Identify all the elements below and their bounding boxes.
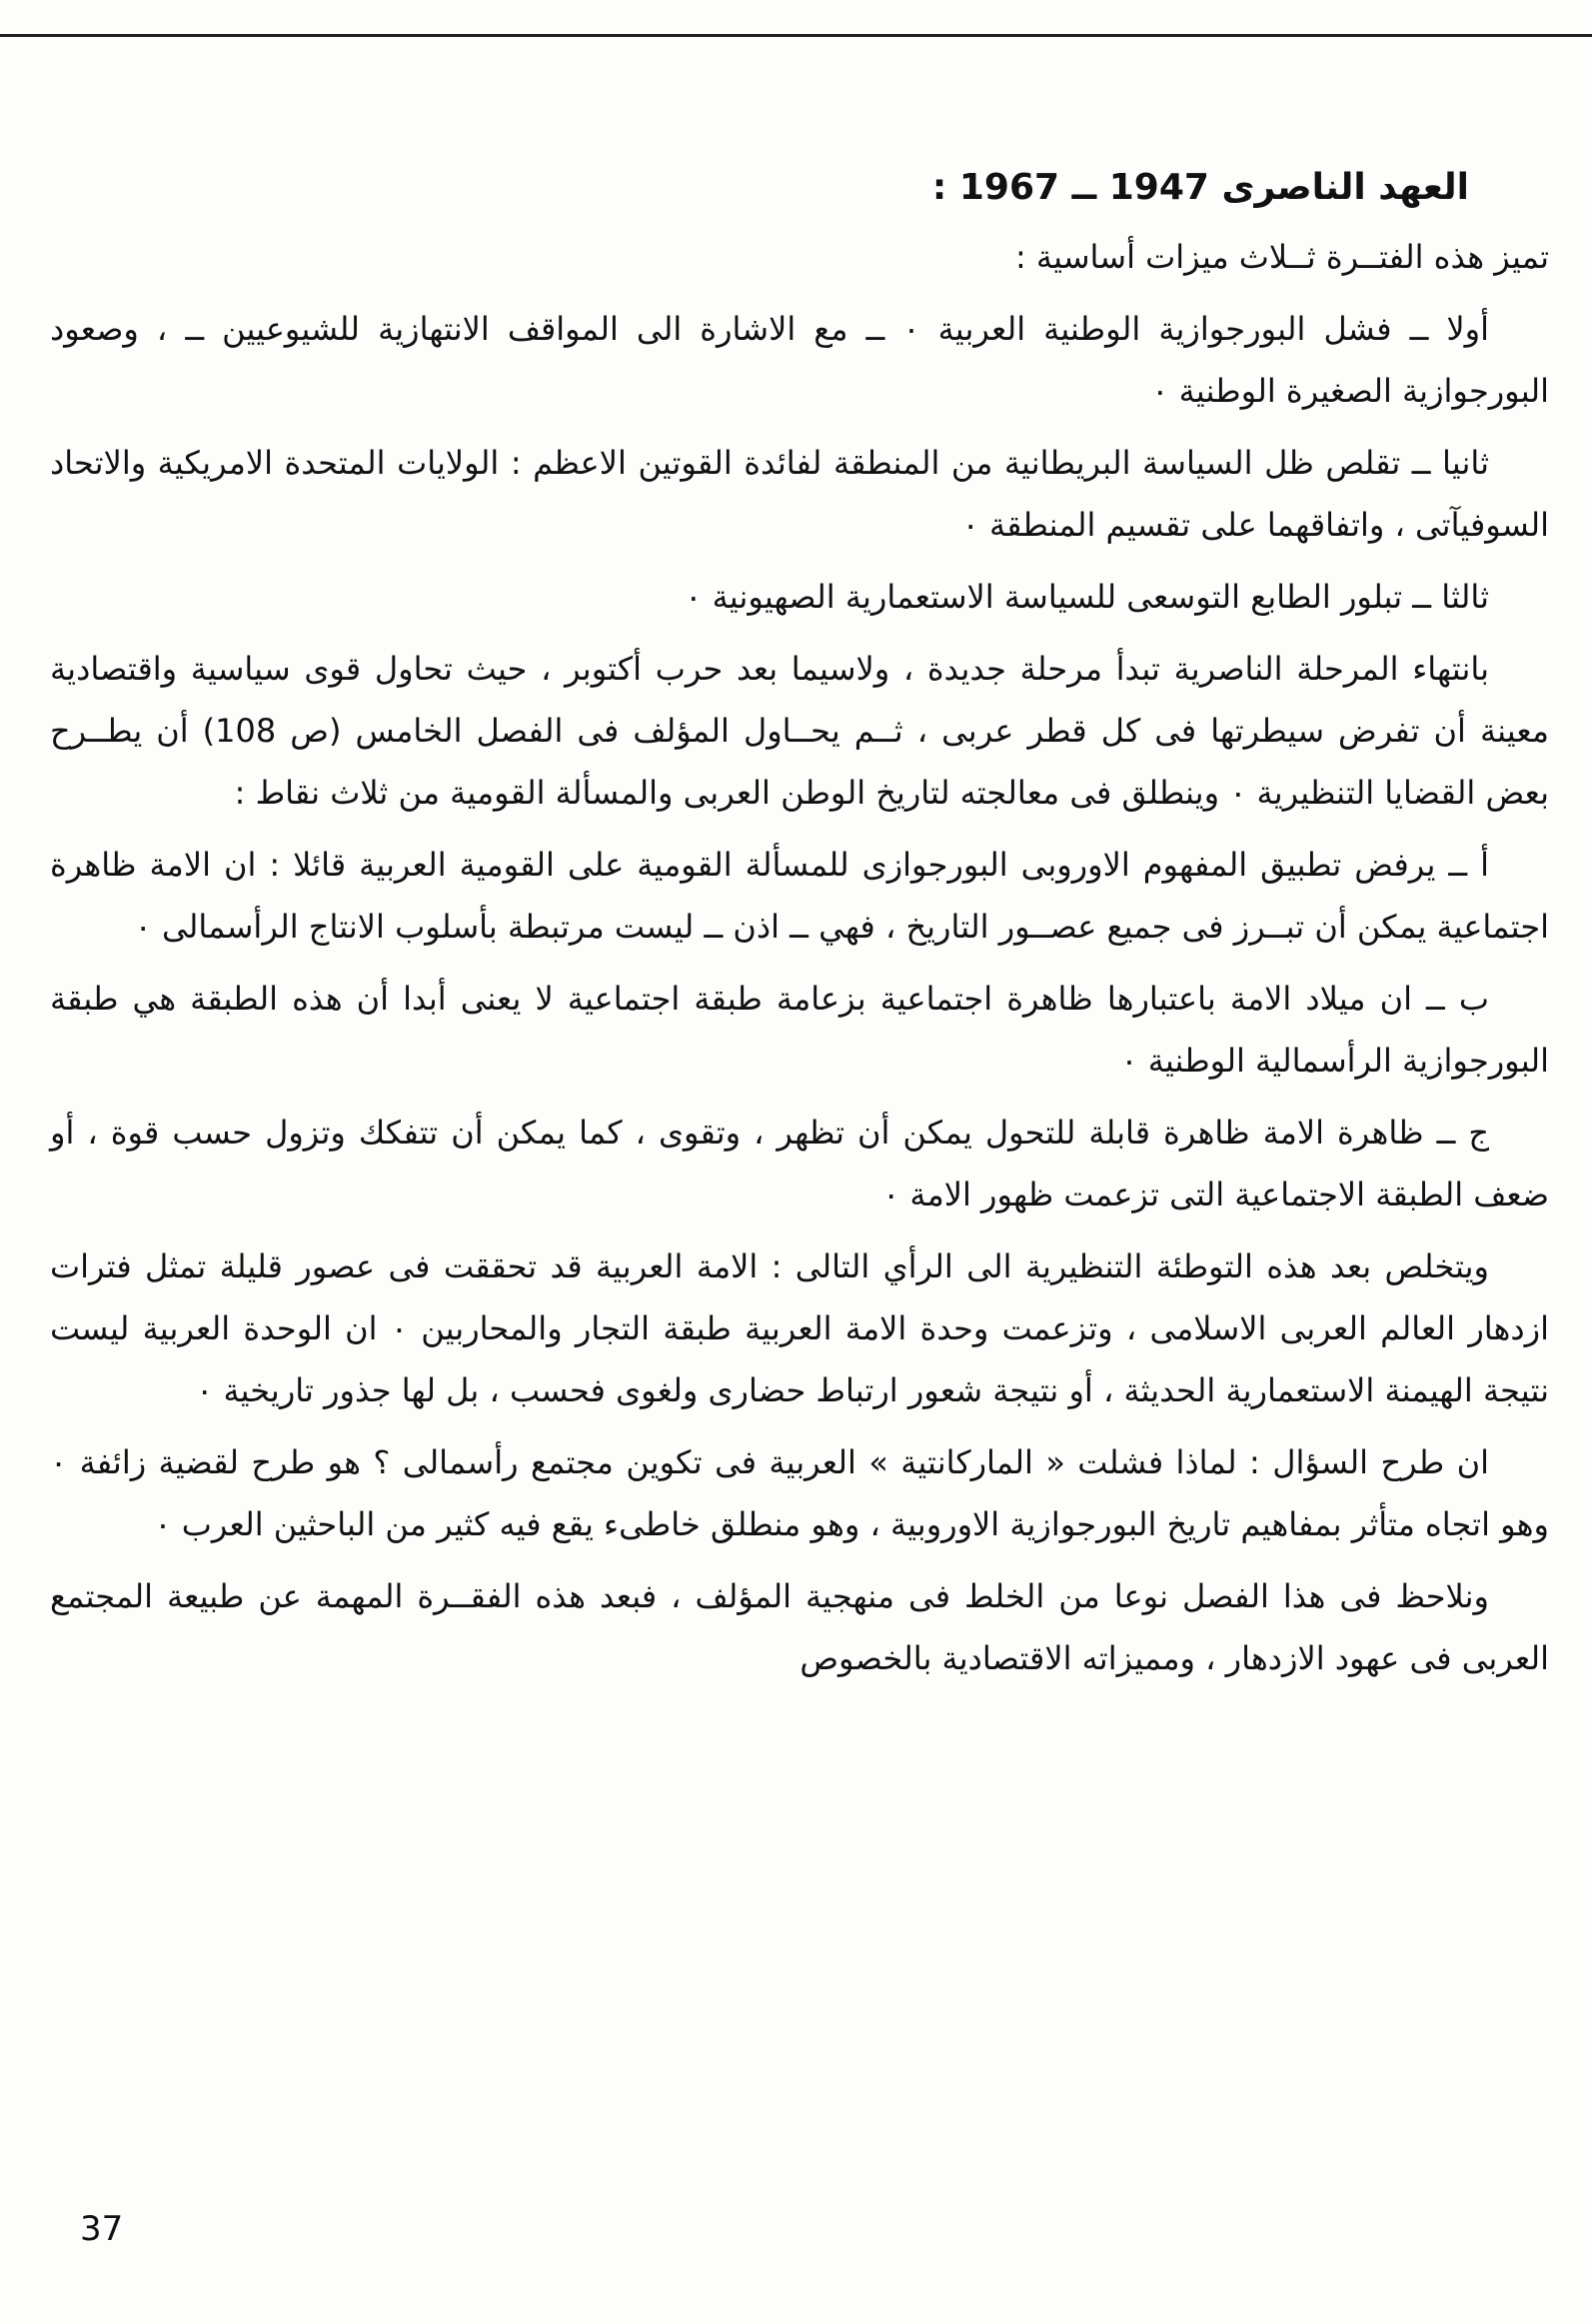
section-heading: العهد الناصرى 1947 ــ 1967 : (931, 167, 1469, 208)
point-c-paragraph: ج ــ ظاهرة الامة ظاهرة قابلة للتحول يمكن أن تظهر ، وتقوى ، كما يمكن أن تتفكك وتزول حسب قوة ، أو ضعف الطبقة الاجتماعية التى تزعمت ظهور الامة ٠ (50, 1114, 1549, 1213)
body-paragraph: ان طرح السؤال : لماذا فشلت « الماركانتية » العربية فى تكوين مجتمع رأسمالى ؟ هو طرح لقضية زائفة ٠ وهو اتجاه متأثر بمفاهيم تاريخ البورجوازية الاوروبية ، وهو منطلق خاطىء يقع فيه كثير من الباحثين العرب ٠ (50, 1443, 1549, 1543)
point-second-paragraph: ثانيا ــ تقلص ظل السياسة البريطانية من المنطقة لفائدة القوتين الاعظم : الولايات المتحدة الامريكية والاتحاد السوفيآتى ، واتفاقهما على تقسيم المنطقة ٠ (50, 444, 1549, 544)
point-first-paragraph: أولا ــ فشل البورجوازية الوطنية العربية ٠ ــ مع الاشارة الى المواقف الانتهازية للشيوعيين ــ ، وصعود البورجوازية الصغيرة الوطنية ٠ (50, 310, 1549, 410)
intro-paragraph: تميز هذه الفتــرة ثــلاث ميزات أساسية : (1014, 238, 1549, 276)
point-a-paragraph: أ ــ يرفض تطبيق المفهوم الاوروبى البورجوازى للمسألة القومية على القومية العربية قائلا : ان الامة ظاهرة اجتماعية يمكن أن تبــرز فى جميع عصــور التاريخ ، فهي ــ اذن ــ ليست مرتبطة بأسلوب الانتاج الرأسمالى ٠ (50, 846, 1549, 946)
body-paragraph: بانتهاء المرحلة الناصرية تبدأ مرحلة جديدة ، ولاسيما بعد حرب أكتوبر ، حيث تحاول قوى سياسية واقتصادية معينة أن تفرض سيطرتها فى كل قطر عربى ، ثــم يحــاول المؤلف فى الفصل الخامس (ص 108) أن يطــرح بعض القضايا التنظيرية ٠ وينطلق فى معالجته لتاريخ الوطن العربى والمسألة القومية من ثلاث نقاط : (50, 650, 1550, 812)
point-third-paragraph: ثالثا ــ تبلور الطابع التوسعى للسياسة الاستعمارية الصهيونية ٠ (685, 578, 1489, 616)
point-b-paragraph: ب ــ ان ميلاد الامة باعتبارها ظاهرة اجتماعية بزعامة طبقة اجتماعية لا يعنى أبدا أن هذه الطبقة هي طبقة البورجوازية الرأسمالية الوطنية ٠ (50, 980, 1549, 1080)
page-number: 37 (80, 2209, 124, 2249)
body-paragraph: ونلاحظ فى هذا الفصل نوعا من الخلط فى منهجية المؤلف ، فبعد هذه الفقــرة المهمة عن طبيعة المجتمع العربى فى عهود الازدهار ، ومميزاته الاقتصادية بالخصوص (50, 1577, 1549, 1677)
top-rule (0, 34, 1592, 37)
page-body (50, 160, 1549, 2159)
body-paragraph: ويتخلص بعد هذه التوطئة التنظيرية الى الرأي التالى : الامة العربية قد تحققت فى عصور قليلة تمثل فترات ازدهار العالم العربى الاسلامى ، وتزعمت وحدة الامة العربية طبقة التجار والمحاربين ٠ ان الوحدة العربية ليست نتيجة الهيمنة الاستعمارية الحديثة ، أو نتيجة شعور ارتباط حضارى ولغوى فحسب ، بل لها جذور تاريخية ٠ (50, 1247, 1549, 1409)
